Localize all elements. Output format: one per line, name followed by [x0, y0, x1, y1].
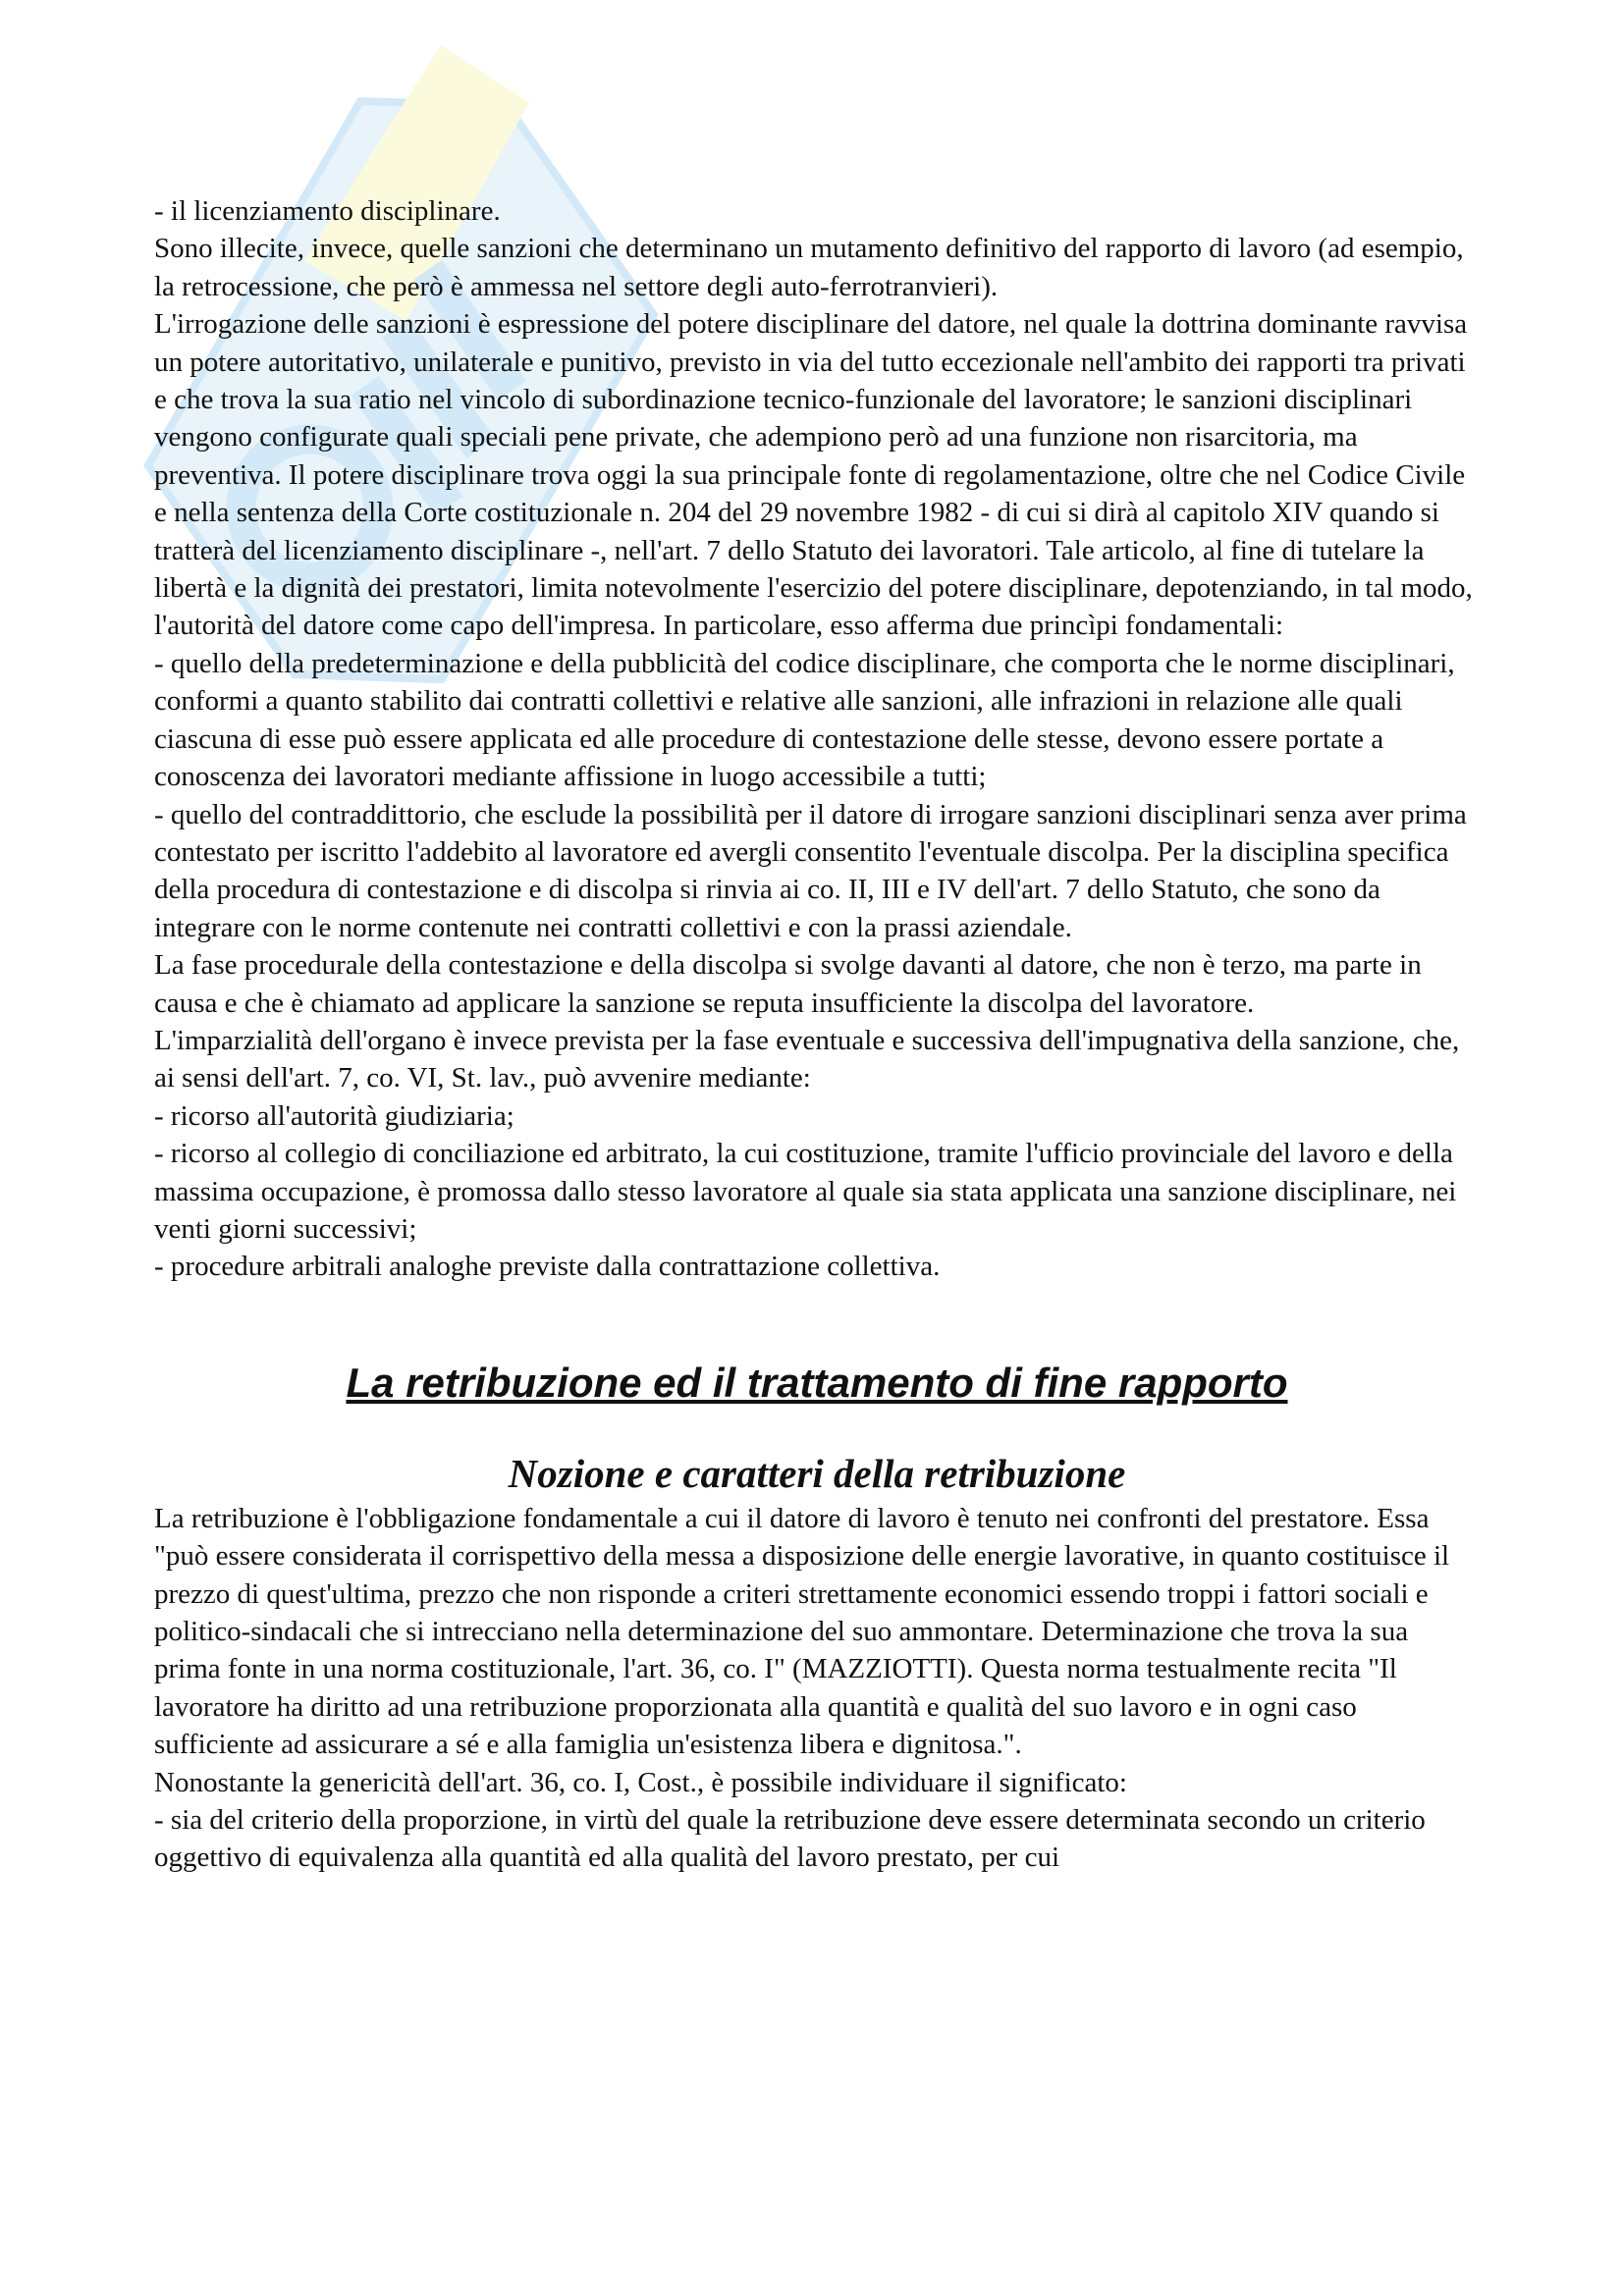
paragraph: L'imparzialità dell'organo è invece prevista per la fase eventuale e successiva dell'impugnativa della sanzione, che, ai sensi dell'art. 7, co. VI, St. lav., può avvenire mediante:	[154, 1024, 1460, 1095]
paragraph: - quello della predeterminazione e della pubblicità del codice disciplinare, che comporta che le norme disciplinari, conformi a quanto stabilito dai contratti collettivi e relative alle sanzioni, alle infrazioni in relazione alle quali ciascuna di esse può essere applicata ed alle procedure di contestazione delle stesse, devono essere portate a conoscenza dei lavoratori mediante affissione in luogo accessibile a tutti;	[154, 647, 1455, 793]
paragraph: Sono illecite, invece, quelle sanzioni che determinano un mutamento definitivo del rapporto di lavoro (ad esempio, la retrocessione, che però è ammessa nel settore degli auto-ferrotranvieri).	[154, 233, 1464, 302]
paragraph: - procedure arbitrali analoghe previste dalla contrattazione collettiva.	[154, 1251, 941, 1283]
sub-title: Nozione e caratteri della retribuzione	[508, 1450, 1126, 1496]
paragraph: L'irrogazione delle sanzioni è espressione del potere disciplinare del datore, nel quale la dottrina dominante ravvisa un potere autoritativo, unilaterale e punitivo, previsto in via del tutto eccezionale nell'ambito dei rapporti tra privati e che trova la sua ratio nel vincolo di subordinazione tecnico-funzionale del lavoratore; le sanzioni disciplinari vengono configurate quali speciali pene private, che adempiono però ad una funzione non risarcitoria, ma preventiva. Il potere disciplinare trova oggi la sua principale fonte di regolamentazione, oltre che nel Codice Civile e nella sentenza della Corte costituzionale n. 204 del 29 novembre 1982 - di cui si dirà al capitolo XIV quando si tratterà del licenziamento disciplinare -, nell'art. 7 dello Statuto dei lavoratori. Tale articolo, al fine di tutelare la libertà e la dignità dei prestatori, limita notevolmente l'esercizio del potere disciplinare, depotenziando, in tal modo, l'autorità del datore come capo dell'impresa. In particolare, esso afferma due princìpi fondamentali:	[154, 308, 1473, 642]
paragraph: La fase procedurale della contestazione e della discolpa si svolge davanti al datore, che non è terzo, ma parte in causa e che è chiamato ad applicare la sanzione se reputa insufficiente la discolpa del lavoratore.	[154, 949, 1422, 1019]
section-title: La retribuzione ed il trattamento di fine rapporto	[346, 1359, 1288, 1406]
paragraph: La retribuzione è l'obbligazione fondamentale a cui il datore di lavoro è tenuto nei confronti del prestatore. Essa "può essere considerata il corrispettivo della messa a disposizione delle energie lavorative, in quanto costituisce il prezzo di quest'ultima, prezzo che non risponde a criteri strettamente economici essendo troppi i fattori sociali e politico-sindacali che si intrecciano nella determinazione del suo ammontare. Determinazione che trova la sua prima fonte in una norma costituzionale, l'art. 36, co. I" (MAZZIOTTI). Questa norma testualmente recita "Il lavoratore ha diritto ad una retribuzione proporzionata alla quantità e qualità del suo lavoro e in ogni caso sufficiente ad assicurare a sé e alla famiglia un'esistenza libera e dignitosa.".	[154, 1502, 1450, 1761]
paragraph: Nonostante la genericità dell'art. 36, co. I, Cost., è possibile individuare il significato:	[154, 1766, 1127, 1798]
paragraph: - quello del contraddittorio, che esclude la possibilità per il datore di irrogare sanzioni disciplinari senza aver prima contestato per iscritto l'addebito al lavoratore ed avergli consentito l'eventuale discolpa. Per la disciplina specifica della procedura di contestazione e di discolpa si rinvia ai co. II, III e IV dell'art. 7 dello Statuto, che sono da integrare con le norme contenute nei contratti collettivi e con la prassi aziendale.	[154, 798, 1467, 943]
document-body	[154, 192, 1480, 1877]
paragraph: - ricorso al collegio di conciliazione ed arbitrato, la cui costituzione, tramite l'ufficio provinciale del lavoro e della massima occupazione, è promossa dallo stesso lavoratore al quale sia stata applicata una sanzione disciplinare, nei venti giorni successivi;	[154, 1138, 1457, 1245]
paragraph: - sia del criterio della proporzione, in virtù del quale la retribuzione deve essere determinata secondo un criterio oggettivo di equivalenza alla quantità ed alla qualità del lavoro prestato, per cui	[154, 1804, 1426, 1874]
paragraph: - ricorso all'autorità giudiziaria;	[154, 1099, 514, 1132]
paragraph: - il licenziamento disciplinare.	[154, 195, 501, 227]
